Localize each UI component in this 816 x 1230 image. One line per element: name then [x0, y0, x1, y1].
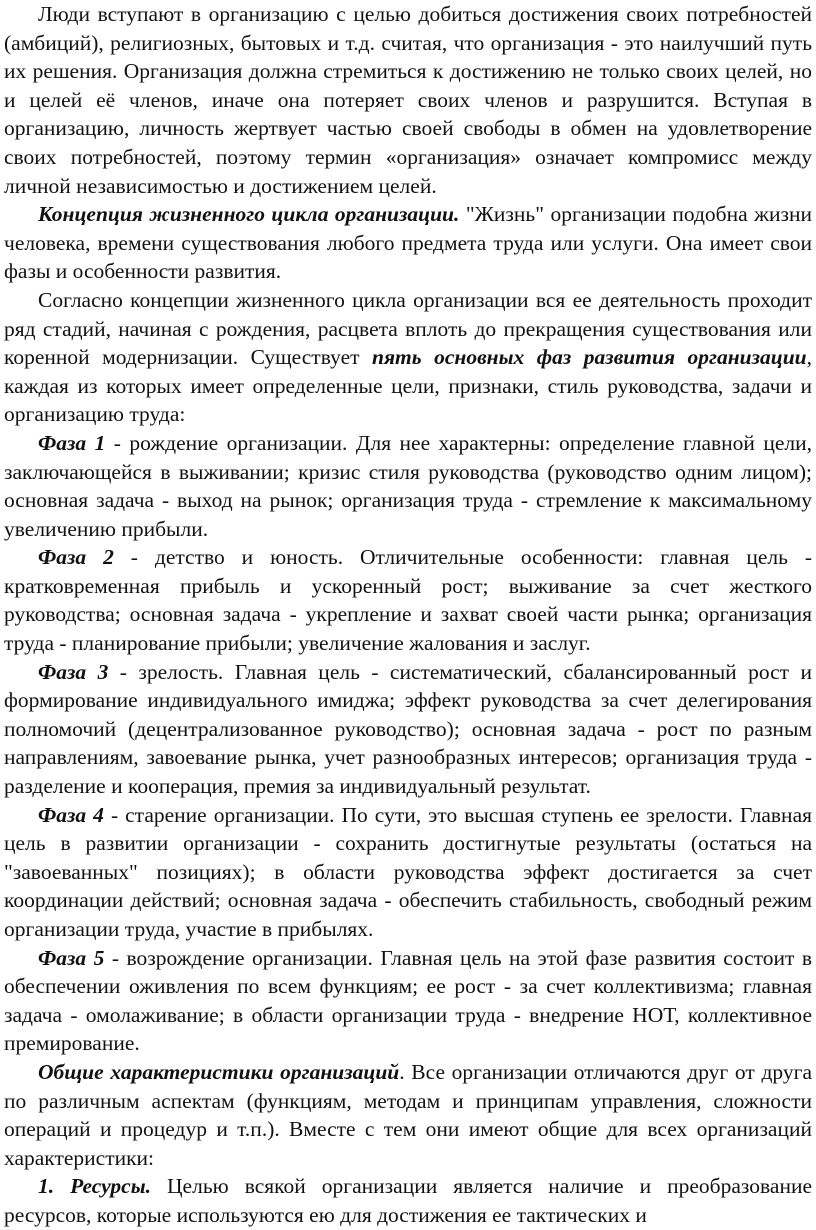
paragraph-intro — [4, 0, 812, 200]
paragraph-general-characteristics — [4, 1058, 812, 1172]
paragraph-phase-5 — [4, 944, 812, 1058]
phase-5-text: - возрождение организации. Главная цель на этой фазе развития состоит в обеспечении оживления по всем функциям; ее рост - за счет коллективизма; главная задача - омолаживание; в области организации труда - внедрение НОТ, коллективное премирование. — [4, 945, 812, 1056]
phase-2-label: Фаза 2 — [38, 545, 114, 570]
resources-text: Целью всякой организации является наличие и преобразование ресурсов, которые используются ею для достижения ее тактических и — [4, 1174, 812, 1227]
general-characteristics-text: . Все организации отличаются друг от друга по различным аспектам (функциям, методам и принципам управления, сложности операций и процедур и т.п.). Вместе с тем они имеют общие для всех организаций характеристики: — [4, 1059, 812, 1170]
paragraph-phase-2 — [4, 543, 812, 657]
stages-emphasis: пять основных фаз развития организации — [372, 345, 807, 370]
resources-heading: 1. Ресурсы. — [38, 1174, 151, 1199]
phase-1-text: - рождение организации. Для нее характерны: определение главной цели, заключающейся в выживании; кризис стиля руководства (руководство одним лицом); основная задача - выход на рынок; организация труда - стремление к максимальному увеличению прибыли. — [4, 430, 812, 541]
paragraph-phase-1 — [4, 429, 812, 543]
phase-1-label: Фаза 1 — [38, 430, 106, 455]
paragraph-phase-4 — [4, 801, 812, 944]
life-cycle-heading-punct: . — [454, 202, 460, 227]
stages-text-a: Согласно концепции жизненного цикла организации вся ее деятельность проходит ряд стадий, начиная с рождения, расцвета вплоть до прекращения существования или коренной модернизации. Существует — [4, 287, 812, 370]
life-cycle-heading: Концепция жизненного цикла организации — [38, 202, 455, 227]
phase-3-text: - зрелость. Главная цель - систематический, сбалансированный рост и формирование индивидуального имиджа; эффект руководства за счет делегирования полномочий (децентрализованное руководство); основная задача - рост по разным направлениям, завоевание рынка, учет разнообразных интересов; организация труда - разделение и кооперация, премия за индивидуальный результат. — [4, 659, 812, 799]
phase-2-text: - детство и юность. Отличительные особенности: главная цель - кратковременная прибыль и ускоренный рост; выживание за счет жесткого руководства; основная задача - укрепление и захват своей части рынка; организация труда - планирование прибыли; увеличение жалования и заслуг. — [4, 545, 812, 656]
paragraph-life-cycle — [4, 200, 812, 286]
life-cycle-text: "Жизнь" организации подобна жизни человека, времени существования любого предмета труда или услуги. Она имеет свои фазы и особенности развития. — [4, 202, 813, 284]
paragraph-intro-text: Люди вступают в организацию с целью добиться достижения своих потребностей (амбиций), религиозных, бытовых и т.д. считая, что организация - это наилучший путь их решения. Организация должна стремиться к достижению не только своих целей, но и целей её членов, иначе она потеряет своих членов и разрушится. Вступая в организацию, личность жертвует частью своей свободы в обмен на удовлетворение своих потребностей, поэтому термин «организация» означает компромисс между личной независимостью и достижением целей. — [4, 2, 812, 198]
paragraph-phase-3 — [4, 658, 812, 801]
phase-4-text: - старение организации. По сути, это высшая ступень ее зрелости. Главная цель в развитии организации - сохранить достигнутые результаты (остаться на "завоеванных" позициях); в области руководства эффект достигается за счет координации действий; основная задача - обеспечить стабильность, свободный режим организации труда, участие в прибылях. — [4, 802, 812, 941]
phase-5-label: Фаза 5 — [38, 945, 105, 970]
phase-3-label: Фаза 3 — [38, 659, 109, 684]
general-characteristics-heading: Общие характеристики организаций — [38, 1059, 400, 1084]
stages-text-b: , каждая из которых имеет определенные цели, признаки, стиль руководства, задачи и организацию труда: — [4, 345, 812, 427]
paragraph-stages — [4, 286, 812, 429]
phase-4-label: Фаза 4 — [38, 802, 104, 827]
